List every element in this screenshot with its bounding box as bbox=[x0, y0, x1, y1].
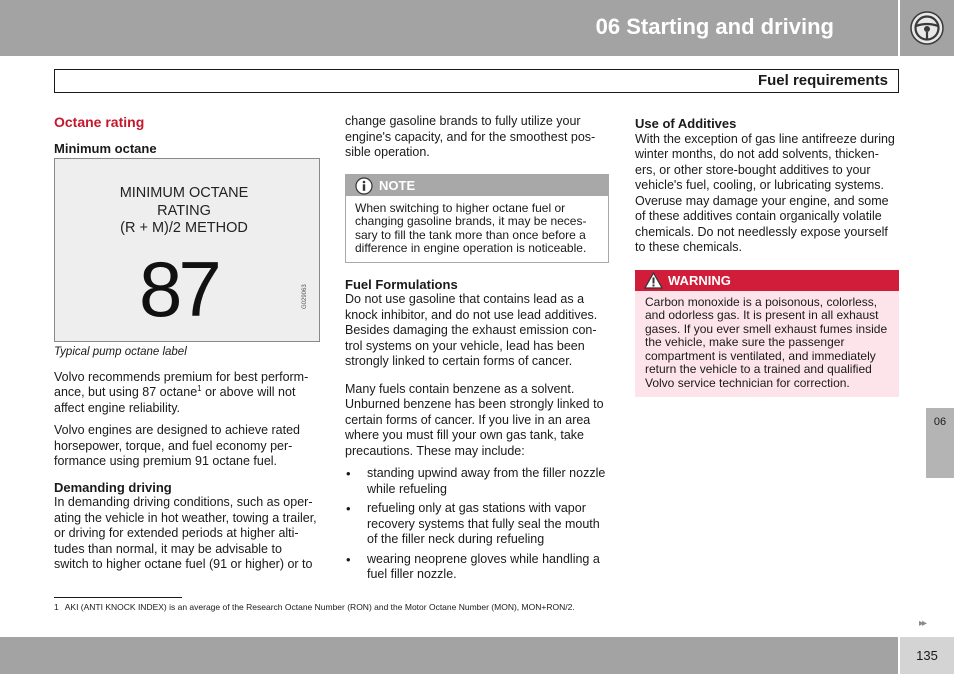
list-item: • refueling only at gas stations with vapor recovery systems that fully seal the mouth of the filler neck during refueling bbox=[345, 501, 609, 548]
chapter-title: 06 Starting and driving bbox=[595, 14, 834, 39]
footnote bbox=[54, 602, 575, 612]
chapter-tab-label: 06 bbox=[933, 416, 947, 428]
note-label: NOTE bbox=[379, 177, 416, 193]
paragraph: In demanding driving conditions, such as oper-ating the vehicle in hot weather, towing a trailer, or driving for extended periods at higher alti-tudes than normal, it may be advisable to switch to higher octane fuel (91 or higher) or to bbox=[54, 495, 317, 571]
steering-wheel-icon bbox=[909, 10, 945, 46]
footnote-ref[interactable]: 1 bbox=[197, 383, 202, 393]
image-caption: Typical pump octane label bbox=[54, 346, 187, 358]
footnote-mark: 1 bbox=[54, 602, 59, 612]
fuel-formulations-heading: Fuel Formulations bbox=[345, 276, 458, 292]
warning-label: WARNING bbox=[668, 272, 731, 288]
warning-triangle-icon bbox=[644, 272, 663, 289]
column-2 bbox=[345, 114, 609, 587]
pump-octane-label-image bbox=[54, 158, 320, 342]
use-of-additives-heading: Use of Additives bbox=[635, 116, 737, 131]
octane-rating-heading: Octane rating bbox=[54, 114, 145, 130]
paragraph-text: Volvo recommends premium for best perform-ance, but using 87 octane bbox=[54, 369, 309, 399]
footnote-rule bbox=[54, 597, 182, 598]
footnote-text: AKI (ANTI KNOCK INDEX) is an average of the Research Octane Number (RON) and the Motor Octane Number (MON), MON+RON/2. bbox=[64, 602, 575, 612]
note-text: When switching to higher octane fuel or changing gasoline brands, it may be neces-sary to fill the tank more than once before a difference in engine operation is noticeable. bbox=[355, 200, 587, 255]
pump-label-heading bbox=[55, 185, 313, 238]
warning-box bbox=[635, 270, 899, 398]
column-1 bbox=[54, 115, 320, 580]
warning-text: Carbon monoxide is a poisonous, colorless, and odorless gas. It is present in all exhaust gases. If you ever smell exhaust fumes inside the vehicle, make sure the passenger compartment is ventilated, and immediately return the vehicle to a trained and qualified Volvo service technician for correction. bbox=[645, 294, 888, 390]
warning-header bbox=[635, 270, 899, 291]
paragraph-text: or above will not affect engine reliability. bbox=[54, 385, 296, 415]
pump-label-octane-number: 87 bbox=[139, 245, 218, 333]
image-code: G029063 bbox=[302, 284, 308, 309]
header-bar bbox=[0, 0, 898, 56]
list-item: • standing upwind away from the filler nozzle while refueling bbox=[345, 466, 609, 497]
section-header bbox=[54, 69, 899, 93]
pump-label-line1: MINIMUM OCTANE bbox=[119, 185, 249, 201]
paragraph: Many fuels contain benzene as a solvent. Unburned benzene has been strongly linked to certain forms of cancer. If you live in an area where you must fill your own gas tank, take precautions. These may include: bbox=[345, 381, 604, 458]
demanding-driving-heading: Demanding driving bbox=[54, 479, 172, 495]
minimum-octane-heading: Minimum octane bbox=[54, 140, 157, 156]
footer-bar bbox=[0, 637, 898, 674]
next-page-arrows-icon[interactable]: ▸▸ bbox=[919, 618, 926, 629]
column-3 bbox=[635, 116, 899, 411]
info-icon bbox=[355, 177, 373, 195]
precautions-list bbox=[345, 466, 609, 583]
pump-label-line2: RATING bbox=[157, 202, 211, 219]
paragraph bbox=[54, 370, 320, 417]
paragraph: Volvo engines are designed to achieve rated horsepower, torque, and fuel economy per-formance using premium 91 octane fuel. bbox=[54, 423, 301, 468]
logo-box bbox=[900, 0, 954, 56]
pump-label-line3: (R + M)/2 METHOD bbox=[120, 220, 248, 236]
page-number: 135 bbox=[916, 648, 938, 663]
note-box bbox=[345, 174, 609, 263]
list-item: • wearing neoprene gloves while handling a fuel filler nozzle. bbox=[345, 552, 609, 583]
paragraph: Do not use gasoline that contains lead as a knock inhibitor, and do not use lead additives. Besides damaging the exhaust emission con-trol systems on your vehicle, lead has been strongly linked to certain forms of cancer. bbox=[345, 292, 598, 368]
paragraph: With the exception of gas line antifreeze during winter months, do not add solvents, thicken-ers, or other store-bought additives to your vehicle's fuel, cooling, or lubricating systems. Overuse may damage your engine, and some of these additives contain organically volatile chemicals. Do not needlessly expose yourself to these chemicals. bbox=[635, 131, 895, 254]
paragraph: change gasoline brands to fully utilize your engine's capacity, and for the smoothest pos-sible operation. bbox=[345, 114, 596, 159]
section-title: Fuel requirements bbox=[757, 72, 888, 89]
note-header bbox=[346, 175, 608, 196]
